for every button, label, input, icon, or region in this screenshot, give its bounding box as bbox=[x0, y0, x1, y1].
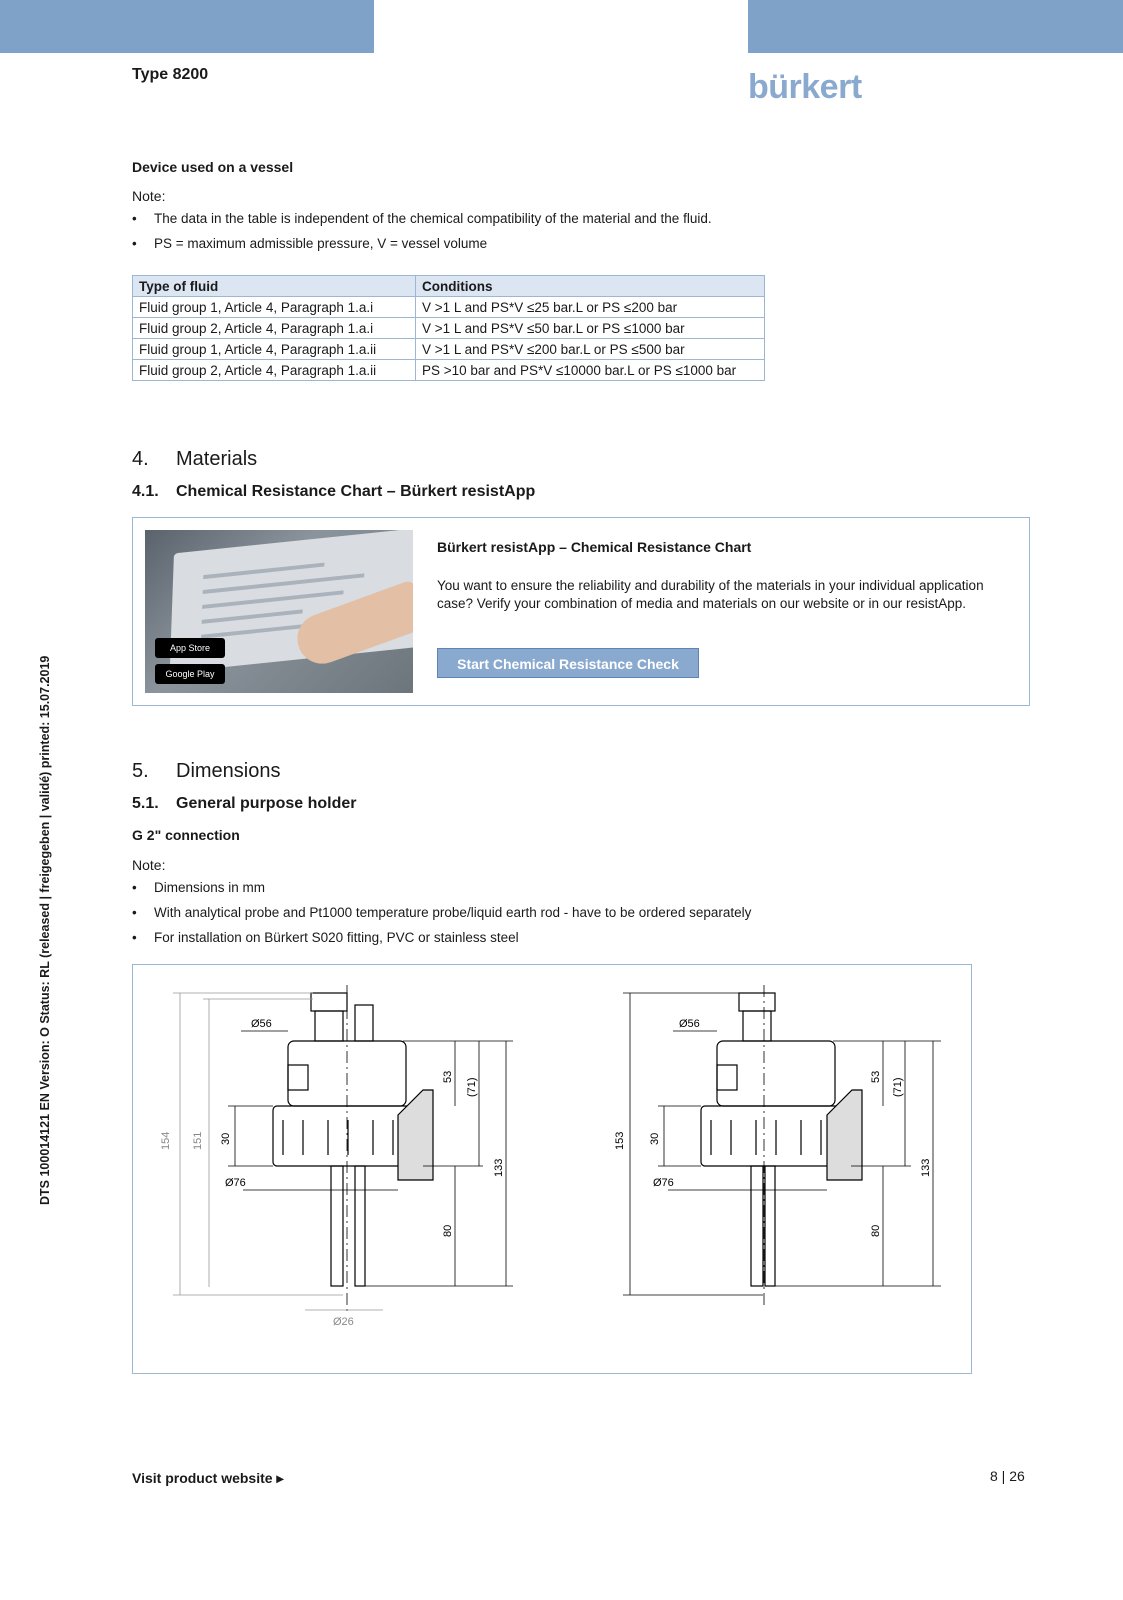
google-play-badge[interactable]: Google Play bbox=[155, 664, 225, 684]
right-h153-label: 153 bbox=[614, 1131, 626, 1150]
dimension-drawings bbox=[133, 965, 971, 1373]
table-header-row bbox=[133, 276, 765, 297]
table-cell: V >1 L and PS*V ≤50 bar.L or PS ≤1000 bar bbox=[416, 318, 765, 339]
vessel-note-label: Note: bbox=[132, 188, 166, 204]
right-h53-label: 53 bbox=[870, 1070, 882, 1083]
tablet-photo bbox=[145, 530, 413, 693]
table-row bbox=[133, 297, 765, 318]
table-cell: V >1 L and PS*V ≤200 bar.L or PS ≤500 bar bbox=[416, 339, 765, 360]
right-h71-label: (71) bbox=[892, 1077, 904, 1097]
table-row bbox=[133, 318, 765, 339]
subsection-resistance-title: 4.1. Chemical Resistance Chart – Bürkert resistApp bbox=[132, 483, 536, 500]
burkert-logo: bürkert bbox=[748, 68, 862, 106]
connection-heading: G 2" connection bbox=[132, 827, 240, 843]
table-cell: PS >10 bar and PS*V ≤10000 bar.L or PS ≤1000 bar bbox=[416, 360, 765, 381]
left-d76-label: Ø76 bbox=[225, 1177, 246, 1189]
page-number: 8 | 26 bbox=[990, 1468, 1025, 1484]
table-cell: Fluid group 2, Article 4, Paragraph 1.a.i bbox=[133, 318, 416, 339]
table-cell: Fluid group 1, Article 4, Paragraph 1.a.ii bbox=[133, 339, 416, 360]
left-h154-label: 154 bbox=[160, 1131, 172, 1150]
left-h30-label: 30 bbox=[220, 1132, 232, 1145]
table-cell: Fluid group 2, Article 4, Paragraph 1.a.ii bbox=[133, 360, 416, 381]
left-h80-label: 80 bbox=[442, 1224, 454, 1237]
dimensions-note-3: • For installation on Bürkert S020 fitting, PVC or stainless steel bbox=[132, 930, 519, 945]
table-cell: V >1 L and PS*V ≤25 bar.L or PS ≤200 bar bbox=[416, 297, 765, 318]
document-status-sidebar: DTS 100014121 EN Version: O Status: RL (released | freigegeben | validé) printed: 15.07.2019 bbox=[38, 655, 52, 1205]
left-d26-label: Ø26 bbox=[333, 1316, 354, 1328]
resistapp-title: Bürkert resistApp – Chemical Resistance Chart bbox=[437, 539, 752, 555]
vessel-note-2: • PS = maximum admissible pressure, V = vessel volume bbox=[132, 236, 488, 251]
left-drawing bbox=[273, 985, 433, 1315]
right-drawing bbox=[701, 985, 862, 1305]
right-d76-label: Ø76 bbox=[653, 1177, 674, 1189]
left-h133-label: 133 bbox=[493, 1158, 505, 1177]
fluid-conditions-table bbox=[132, 275, 765, 381]
left-h151-label: 151 bbox=[192, 1131, 204, 1150]
left-h71-label: (71) bbox=[466, 1077, 478, 1097]
section-materials-title: 4. Materials bbox=[132, 448, 258, 470]
dimension-drawing-box bbox=[132, 964, 972, 1374]
start-resistance-check-button[interactable]: Start Chemical Resistance Check bbox=[437, 648, 699, 678]
chevron-right-icon: ▸ bbox=[276, 1470, 284, 1486]
table-header-cell: Type of fluid bbox=[133, 276, 416, 297]
dimensions-note-1: • Dimensions in mm bbox=[132, 880, 266, 895]
table-cell: Fluid group 1, Article 4, Paragraph 1.a.i bbox=[133, 297, 416, 318]
vessel-heading: Device used on a vessel bbox=[132, 159, 294, 175]
header-bar-right bbox=[748, 0, 1123, 53]
left-d56-label: Ø56 bbox=[251, 1018, 272, 1030]
table-row bbox=[133, 360, 765, 381]
vessel-note-1: • The data in the table is independent of the chemical compatibility of the material and the fluid. bbox=[132, 211, 712, 226]
resistapp-box bbox=[132, 517, 1030, 706]
table-row bbox=[133, 339, 765, 360]
document-type: Type 8200 bbox=[132, 66, 209, 83]
resistapp-description: You want to ensure the reliability and durability of the materials in your individual application case? Verify your combination of media and materials on our website or in our resistApp. bbox=[437, 578, 984, 611]
subsection-holder-title: 5.1. General purpose holder bbox=[132, 795, 357, 812]
header-bar-left bbox=[0, 0, 374, 53]
left-h53-label: 53 bbox=[442, 1070, 454, 1083]
right-h133-label: 133 bbox=[920, 1158, 932, 1177]
right-h30-label: 30 bbox=[649, 1132, 661, 1145]
dimensions-note-label: Note: bbox=[132, 857, 166, 873]
right-h80-label: 80 bbox=[870, 1224, 882, 1237]
table-header-cell: Conditions bbox=[416, 276, 765, 297]
section-dimensions-title: 5. Dimensions bbox=[132, 760, 281, 782]
dimensions-note-2: • With analytical probe and Pt1000 temperature probe/liquid earth rod - have to be ordered separately bbox=[132, 905, 752, 920]
visit-product-website-link[interactable]: Visit product website ▸ bbox=[132, 1470, 284, 1486]
app-store-badge[interactable]: App Store bbox=[155, 638, 225, 658]
right-d56-label: Ø56 bbox=[679, 1018, 700, 1030]
